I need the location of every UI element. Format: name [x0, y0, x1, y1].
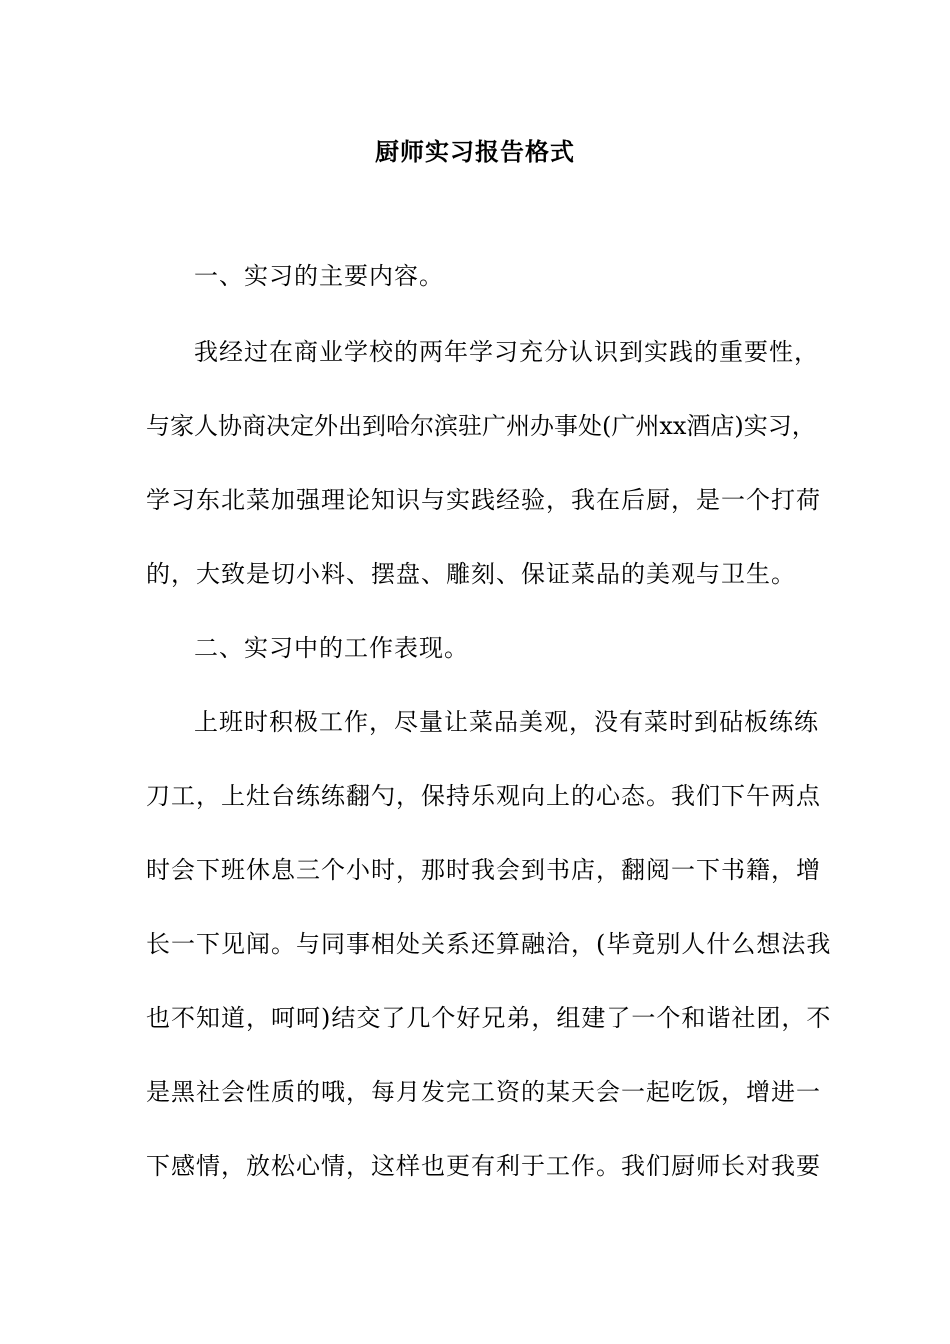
paragraph-line: 的，大致是切小料、摆盘、雕刻、保证菜品的美观与卫生。: [146, 560, 796, 588]
document-title: 厨师实习报告格式: [375, 137, 575, 166]
paragraph-line: 时会下班休息三个小时，那时我会到书店，翻阅一下书籍，增: [146, 856, 821, 884]
paragraph-line: 上班时积极工作，尽量让菜品美观，没有菜时到砧板练练: [194, 708, 819, 736]
section-heading-2: 二、实习中的工作表现。: [194, 634, 469, 662]
paragraph-line: 与家人协商决定外出到哈尔滨驻广州办事处(广州xx酒店)实习，: [146, 412, 816, 440]
paragraph-line: 也不知道，呵呵)结交了几个好兄弟，组建了一个和谐社团，不: [146, 1004, 832, 1032]
paragraph-line: 我经过在商业学校的两年学习充分认识到实践的重要性，: [194, 338, 819, 366]
paragraph-line: 是黑社会性质的哦，每月发完工资的某天会一起吃饭，增进一: [146, 1078, 821, 1106]
paragraph-line: 刀工，上灶台练练翻勺，保持乐观向上的心态。我们下午两点: [146, 782, 821, 810]
paragraph-line: 学习东北菜加强理论知识与实践经验，我在后厨，是一个打荷: [146, 486, 821, 514]
paragraph-line: 长一下见闻。与同事相处关系还算融洽，(毕竟别人什么想法我: [146, 930, 832, 958]
paragraph-line: 下感情，放松心情，这样也更有利于工作。我们厨师长对我要: [146, 1152, 821, 1180]
section-heading-1: 一、实习的主要内容。: [194, 262, 444, 290]
